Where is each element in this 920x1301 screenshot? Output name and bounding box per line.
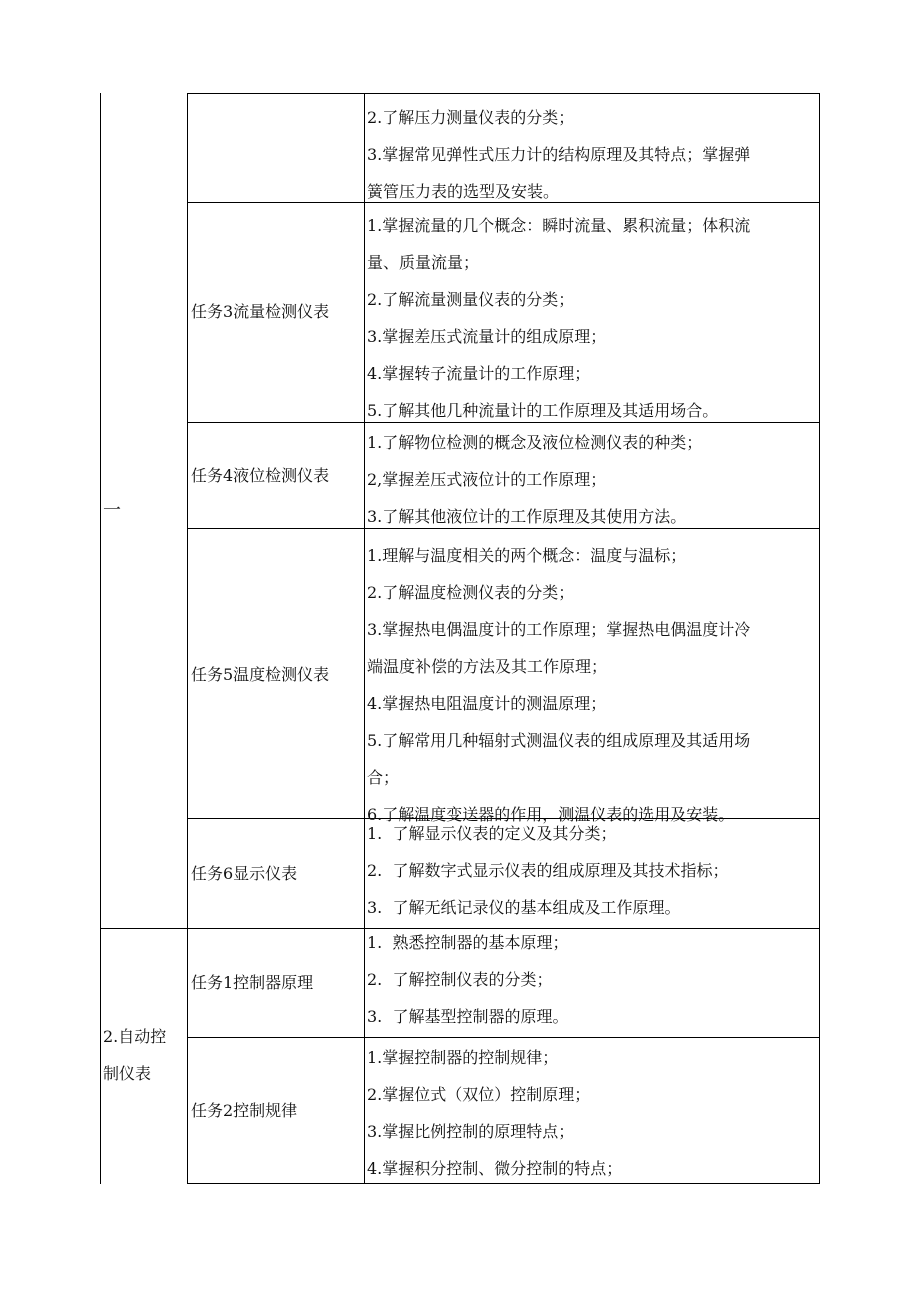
task-column-divider — [364, 93, 365, 1184]
objective-item: 2.了解流量测量仪表的分类； — [367, 290, 575, 309]
section-1-label: 一 — [103, 500, 121, 521]
objective-item: 6.了解温度变送器的作用，测温仪表的选用及安装。 — [367, 805, 735, 824]
objectives-cell — [367, 815, 728, 926]
objectives-cell — [367, 924, 568, 1035]
chapter-column-divider — [187, 93, 188, 1184]
table-border-right — [819, 93, 820, 1184]
table-border-left — [100, 93, 101, 1184]
objective-item: 3.掌握常见弹性式压力计的结构原理及其特点；掌握弹 — [367, 145, 751, 164]
objectives-cell — [367, 207, 750, 429]
objective-item: 2.了解温度检测仪表的分类； — [367, 583, 575, 602]
section-2-label-line: 2.自动控 — [103, 1027, 167, 1046]
objectives-cell — [367, 99, 750, 210]
objective-item: 1.掌握控制器的控制规律； — [367, 1048, 559, 1067]
task-label: 任务2控制规律 — [191, 1101, 298, 1120]
objective-item: 端温度补偿的方法及其工作原理； — [367, 657, 608, 676]
objective-item: 1.掌握流量的几个概念：瞬时流量、累积流量；体积流 — [367, 216, 751, 235]
objectives-cell — [367, 1039, 622, 1187]
objective-item: 4.掌握积分控制、微分控制的特点； — [367, 1159, 623, 1178]
task-label: 任务3流量检测仪表 — [191, 302, 330, 321]
task-label: 任务4液位检测仪表 — [191, 466, 330, 485]
objectives-cell — [367, 424, 702, 535]
objective-item: 2. 了解控制仪表的分类； — [367, 970, 553, 989]
row-top-border — [187, 93, 820, 94]
section-2-label — [103, 1018, 166, 1092]
section-2-label-line: 制仪表 — [103, 1064, 152, 1083]
objective-item: 1.了解物位检测的概念及液位检测仪表的种类； — [367, 433, 703, 452]
objective-item: 3. 了解无纸记录仪的基本组成及工作原理。 — [367, 898, 681, 917]
objective-item: 3.了解其他液位计的工作原理及其使用方法。 — [367, 507, 687, 526]
objective-item: 1.理解与温度相关的两个概念：温度与温标； — [367, 546, 687, 565]
objective-item: 4.掌握热电阻温度计的测温原理； — [367, 694, 607, 713]
objective-item: 3.掌握热电偶温度计的工作原理；掌握热电偶温度计冷 — [367, 620, 751, 639]
objective-item: 2. 了解数字式显示仪表的组成原理及其技术指标； — [367, 861, 729, 880]
objective-item: 5.了解其他几种流量计的工作原理及其适用场合。 — [367, 401, 719, 420]
objectives-cell — [367, 537, 750, 833]
task-label: 任务1控制器原理 — [191, 973, 314, 992]
objective-item: 3.掌握差压式流量计的组成原理； — [367, 327, 607, 346]
objective-item: 3. 了解基型控制器的原理。 — [367, 1007, 569, 1026]
objective-item: 2,掌握差压式液位计的工作原理； — [367, 470, 607, 489]
objective-item: 4.掌握转子流量计的工作原理； — [367, 364, 591, 383]
objective-item: 簧管压力表的选型及安装。 — [367, 182, 560, 201]
objective-item: 量、质量流量； — [367, 253, 480, 272]
task-label: 任务6显示仪表 — [191, 864, 298, 883]
objective-item: 5.了解常用几种辐射式测温仪表的组成原理及其适用场 — [367, 731, 751, 750]
objective-item: 2.了解压力测量仪表的分类； — [367, 108, 575, 127]
objective-item: 1. 熟悉控制器的基本原理； — [367, 933, 569, 952]
task-label: 任务5温度检测仪表 — [191, 665, 330, 684]
objective-item: 合； — [367, 768, 400, 787]
objective-item: 1. 了解显示仪表的定义及其分类； — [367, 824, 617, 843]
row-divider — [187, 1037, 820, 1038]
objective-item: 3.掌握比例控制的原理特点； — [367, 1122, 575, 1141]
objective-item: 2.掌握位式（双位）控制原理； — [367, 1085, 591, 1104]
